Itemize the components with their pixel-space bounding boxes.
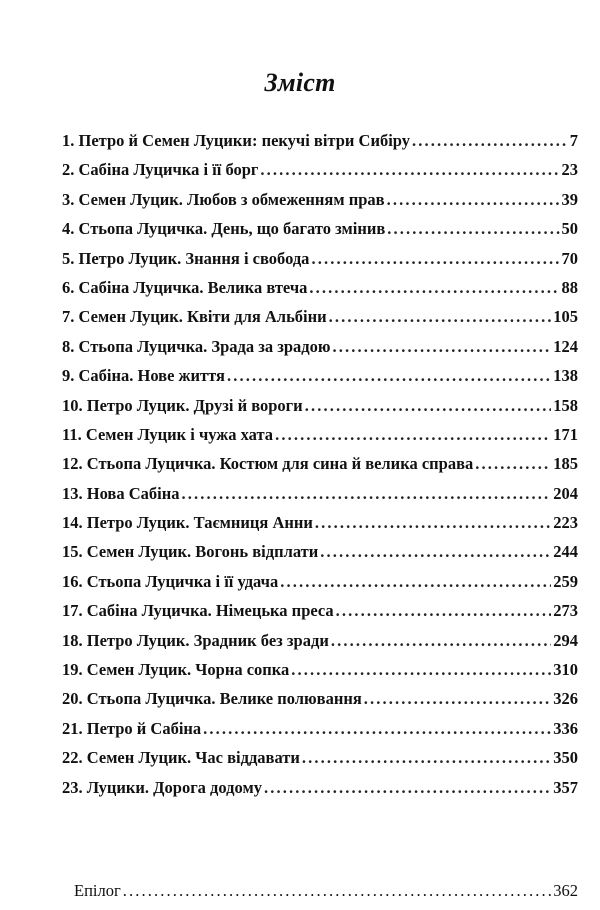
toc-entry-page: 310 [553, 660, 578, 680]
dot-leader [329, 302, 552, 331]
toc-entry-page: 273 [553, 601, 578, 621]
toc-entry [62, 244, 578, 273]
toc-entry-label: 5. Петро Луцик. Знання і свобода [62, 248, 310, 268]
toc-entry [62, 361, 578, 390]
toc-entry [62, 626, 578, 655]
toc-entry-label: 6. Сабіна Луцичка. Велика втеча [62, 277, 308, 297]
dot-leader [280, 567, 551, 596]
toc-entry-page: 223 [553, 513, 578, 533]
toc-entry [62, 479, 578, 508]
toc-entry [62, 743, 578, 772]
dot-leader [336, 596, 552, 625]
toc-entry [62, 684, 578, 713]
toc-entry-page: 185 [553, 454, 578, 474]
toc-entry-label: 11. Семен Луцик і чужа хата [62, 424, 274, 444]
toc-entry-label: 9. Сабіна. Нове життя [62, 366, 225, 386]
toc-entry-page: 70 [561, 248, 578, 268]
toc-entry [62, 420, 578, 449]
toc-entry [62, 185, 578, 214]
dot-leader [331, 626, 551, 655]
dot-leader [387, 185, 560, 214]
toc-entry [62, 449, 578, 478]
toc-entry-label: 13. Нова Сабіна [62, 483, 180, 503]
toc-entry-label: 22. Семен Луцик. Час віддавати [62, 748, 300, 768]
toc-entry-label: 1. Петро й Семен Луцики: пекучі вітри Сибіру [62, 131, 411, 150]
table-of-contents [62, 126, 578, 802]
dot-leader [264, 773, 551, 802]
toc-entry-label: 12. Стьопа Луцичка. Костюм для сина й велика справа [62, 454, 474, 474]
toc-entry-page: 7 [569, 131, 578, 150]
toc-entry [62, 391, 578, 420]
toc-entry-label: 7. Семен Луцик. Квіти для Альбіни [62, 307, 327, 327]
toc-entry-label: 19. Семен Луцик. Чорна сопка [62, 660, 290, 680]
toc-entry-page: 357 [553, 777, 578, 797]
toc-entry [62, 155, 578, 184]
toc-entry-label: 18. Петро Луцик. Зрадник без зради [62, 630, 329, 650]
toc-entry [62, 773, 578, 802]
epilogue-page: 362 [553, 881, 578, 900]
dot-leader [315, 508, 551, 537]
dot-leader [227, 361, 551, 390]
dot-leader [181, 479, 551, 508]
toc-entry [62, 508, 578, 537]
toc-entry-page: 88 [561, 277, 578, 297]
toc-entry-label: 21. Петро й Сабіна [62, 718, 202, 738]
toc-entry-page: 23 [561, 160, 578, 180]
toc-entry-label: 16. Стьопа Луцичка і її удача [62, 571, 279, 591]
toc-entry-page: 244 [553, 542, 578, 562]
toc-entry-page: 171 [553, 424, 578, 444]
toc-entry-label: 2. Сабіна Луцичка і її борг [62, 160, 259, 180]
toc-entry-label: 20. Стьопа Луцичка. Велике полювання [62, 689, 362, 709]
dot-leader [412, 126, 568, 155]
toc-entry-label: 23. Луцики. Дорога додому [62, 777, 262, 797]
dot-leader [364, 684, 551, 713]
toc-entry [62, 273, 578, 302]
dot-leader [311, 244, 559, 273]
toc-entry-page: 294 [553, 630, 578, 650]
dot-leader [260, 155, 559, 184]
toc-entry-page: 39 [561, 189, 578, 209]
toc-entry-label: 10. Петро Луцик. Друзі й вороги [62, 395, 303, 415]
toc-entry-page: 50 [561, 219, 578, 239]
toc-entry-label: 14. Петро Луцик. Таємниця Анни [62, 513, 313, 533]
toc-entry-page: 350 [553, 748, 578, 768]
toc-entry-page: 204 [553, 483, 578, 503]
toc-entry-label: 17. Сабіна Луцичка. Німецька преса [62, 601, 334, 621]
toc-entry [62, 655, 578, 684]
dot-leader [309, 273, 559, 302]
dot-leader [320, 537, 551, 566]
dot-leader [203, 714, 551, 743]
dot-leader [302, 743, 551, 772]
toc-entry-label: 8. Стьопа Луцичка. Зрада за зрадою [62, 336, 331, 356]
toc-entry-label: 15. Семен Луцик. Вогонь відплати [62, 542, 319, 562]
toc-entry-page: 158 [553, 395, 578, 415]
toc-entry [62, 537, 578, 566]
toc-entry-page: 105 [553, 307, 578, 327]
toc-entry-page: 259 [553, 571, 578, 591]
toc-entry [62, 126, 578, 155]
toc-entry-page: 336 [553, 718, 578, 738]
toc-entry [62, 332, 578, 361]
dot-leader [387, 214, 559, 243]
epilogue-label: Епілог [74, 881, 121, 900]
toc-entry [62, 567, 578, 596]
toc-entry-label: 3. Семен Луцик. Любов з обмеженням прав [62, 189, 385, 209]
toc-entry-page: 326 [553, 689, 578, 709]
toc-entry-label: 4. Стьопа Луцичка. День, що багато змінив [62, 219, 386, 239]
dot-leader [333, 332, 552, 361]
toc-entry [62, 302, 578, 331]
dot-leader [475, 449, 551, 478]
dot-leader [123, 876, 552, 906]
toc-entry-page: 124 [553, 336, 578, 356]
toc-entry [62, 596, 578, 625]
dot-leader [305, 391, 552, 420]
toc-epilogue [74, 876, 578, 906]
page-title: Зміст [264, 68, 336, 97]
toc-entry [62, 214, 578, 243]
dot-leader [275, 420, 551, 449]
dot-leader [291, 655, 551, 684]
toc-entry [62, 714, 578, 743]
toc-entry-page: 138 [553, 366, 578, 386]
